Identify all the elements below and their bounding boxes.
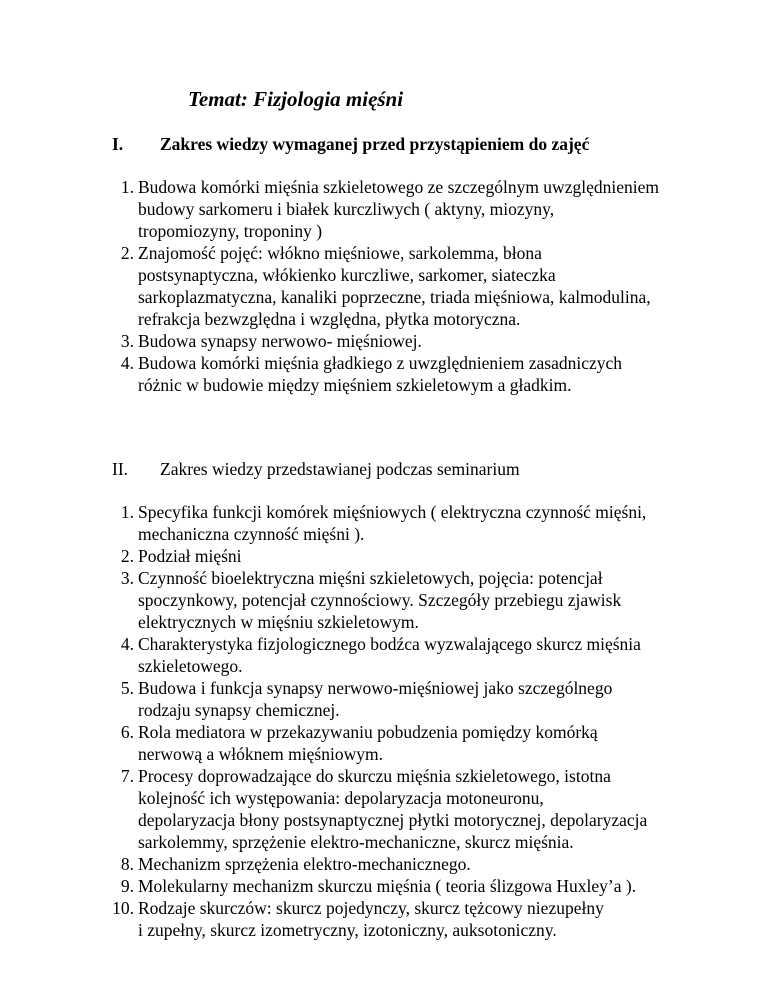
list-item <box>112 633 712 677</box>
list-item-line: postsynaptyczna, włókienko kurczliwe, sarkomer, siateczka <box>138 265 556 285</box>
list-item <box>112 677 712 721</box>
list-item-line: kolejność ich występowania: depolaryzacja motoneuronu, <box>138 788 544 808</box>
list-item <box>112 721 712 765</box>
list-item-line: refrakcja bezwzględna i względna, płytka motoryczna. <box>138 309 521 329</box>
list-item-line: sarkolemmy, sprzężenie elektro-mechaniczne, skurcz mięśnia. <box>138 832 574 852</box>
list-item-number: 3. <box>120 568 134 588</box>
list-item-number: 10. <box>112 898 134 918</box>
list-item-line: spoczynkowy, potencjał czynnościowy. Szczegóły przebiegu zjawisk <box>138 590 622 610</box>
list-item-line: Mechanizm sprzężenia elektro-mechanicznego. <box>138 854 471 874</box>
list-item-number: 9. <box>120 876 134 896</box>
list-item <box>112 765 712 853</box>
list-item-line: Budowa i funkcja synapsy nerwowo-mięśniowej jako szczególnego <box>138 678 613 698</box>
list-item-line: mechaniczna czynność mięśni ). <box>138 524 365 544</box>
list-item-line: Molekularny mechanizm skurczu mięśnia ( teoria ślizgowa Huxley’a ). <box>138 876 637 896</box>
list-item-line: Rola mediatora w przekazywaniu pobudzenia pomiędzy komórką <box>138 722 598 742</box>
list-item-line: elektrycznych w mięśniu szkieletowym. <box>138 612 419 632</box>
list-item-line: sarkoplazmatyczna, kanaliki poprzeczne, triada mięśniowa, kalmodulina, <box>138 287 651 307</box>
section-2-number: II. <box>112 459 129 479</box>
list-item-line: Specyfika funkcji komórek mięśniowych ( elektryczna czynność mięśni, <box>138 502 647 522</box>
page-title: Temat: Fizjologia mięśni <box>188 87 404 111</box>
list-item <box>112 853 712 875</box>
list-item-number: 3. <box>120 331 134 351</box>
list-item-number: 6. <box>120 722 134 742</box>
list-item <box>112 897 712 941</box>
list-item-line: Podział mięśni <box>138 546 242 566</box>
list-item-line: Charakterystyka fizjologicznego bodźca wyzwalającego skurcz mięśnia <box>138 634 641 654</box>
section-1-list <box>112 176 712 396</box>
list-item <box>112 242 712 330</box>
section-2-list <box>112 501 712 941</box>
section-1-number: I. <box>112 134 124 154</box>
list-item-number: 1. <box>120 177 134 197</box>
list-item-number: 5. <box>120 678 134 698</box>
list-item <box>112 352 712 396</box>
list-item <box>112 330 712 352</box>
list-item-line: Znajomość pojęć: włókno mięśniowe, sarkolemma, błona <box>138 243 542 263</box>
list-item <box>112 545 712 567</box>
list-item-line: rodzaju synapsy chemicznej. <box>138 700 340 720</box>
list-item <box>112 176 712 242</box>
list-item-line: i zupełny, skurcz izometryczny, izotoniczny, auksotoniczny. <box>138 920 557 940</box>
list-item-line: Budowa synapsy nerwowo- mięśniowej. <box>138 331 422 351</box>
list-item-number: 8. <box>120 854 134 874</box>
list-item <box>112 567 712 633</box>
list-item <box>112 501 712 545</box>
list-item-number: 4. <box>120 353 134 373</box>
list-item-line: Procesy doprowadzające do skurczu mięśnia szkieletowego, istotna <box>138 766 611 786</box>
list-item-line: szkieletowego. <box>138 656 243 676</box>
list-item-number: 1. <box>120 502 134 522</box>
list-item <box>112 875 712 897</box>
list-item-line: Budowa komórki mięśnia szkieletowego ze szczególnym uwzględnieniem <box>138 177 659 197</box>
list-item-number: 7. <box>120 766 134 786</box>
list-item-line: nerwową a włóknem mięśniowym. <box>138 744 383 764</box>
list-item-number: 2. <box>120 243 134 263</box>
section-2-title: Zakres wiedzy przedstawianej podczas seminarium <box>160 459 520 479</box>
list-item-number: 2. <box>120 546 134 566</box>
list-item-line: budowy sarkomeru i białek kurczliwych ( aktyny, miozyny, <box>138 199 555 219</box>
list-item-number: 4. <box>120 634 134 654</box>
list-item-line: tropomiozyny, troponiny ) <box>138 221 323 241</box>
list-item-line: Czynność bioelektryczna mięśni szkieletowych, pojęcia: potencjał <box>138 568 603 588</box>
section-1-title: Zakres wiedzy wymaganej przed przystąpieniem do zajęć <box>160 134 590 154</box>
list-item-line: depolaryzacja błony postsynaptycznej płytki motorycznej, depolaryzacja <box>138 810 648 830</box>
list-item-line: Budowa komórki mięśnia gładkiego z uwzględnieniem zasadniczych <box>138 353 623 373</box>
list-item-line: Rodzaje skurczów: skurcz pojedynczy, skurcz tężcowy niezupełny <box>138 898 604 918</box>
list-item-line: różnic w budowie między mięśniem szkieletowym a gładkim. <box>138 375 572 395</box>
